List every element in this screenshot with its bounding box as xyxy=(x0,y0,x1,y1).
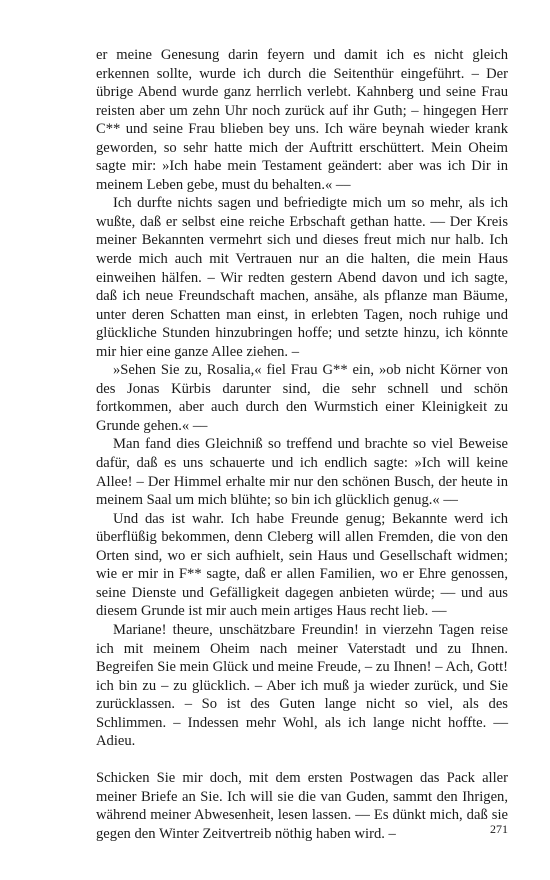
paragraph-1: er meine Genesung darin feyern und damit ich es nicht gleich erkennen sollte, wurde ich durch die Seitenthür eingeführt. – Der übrige Abend wurde ganz herrlich verlebt. Kahnberg und seine Frau reisten aber um zehn Uhr noch zurück auf ihr Guth; – hingegen Herr C** und seine Frau blieben bey uns. Ich wäre beynah wieder krank geworden, so sehr hatte mich der Auftritt erschüttert. Mein Oheim sagte mir: »Ich habe mein Testament geändert: aber was ich Dir in meinem Leben gebe, must du behalten.« –– xyxy=(96,47,508,193)
paragraph-4: Man fand dies Gleichniß so treffend und brachte so viel Beweise dafür, daß es uns schauerte und ich endlich sagte: »Ich will keine Allee! – Der Himmel erhalte mir nur den schönen Busch, der heute in meinem Saal um mich blühte; so bin ich glücklich genug.« –– xyxy=(96,436,508,509)
paragraph-5: Und das ist wahr. Ich habe Freunde genug; Bekannte werd ich überflüßig bekommen, denn Cleberg will allen Fremden, die von den Orten sind, wo er sich aufhielt, sein Haus und Gesellschaft widmen; wie er mir in F** sagte, daß er allen Familien, wo er Ehre genossen, seine Dienste und Gefälligkeit dagegen anbieten würde; –– und aus diesem Grunde ist mir auch mein artiges Haus recht lieb. –– xyxy=(96,510,508,620)
paragraph-6: Mariane! theure, unschätzbare Freundin! in vierzehn Tagen reise ich mit meinem Oheim nach meiner Vaterstadt und zu Ihnen. Begreifen Sie mein Glück und meine Freude, – zu Ihnen! – Ach, Gott! ich bin zu – zu glücklich. – Aber ich muß ja wieder zurück, und Sie zurücklassen. – So ist des Guten lange nicht so viel, als des Schlimmen. – Indessen mehr Wohl, als ich lange nicht hoffte. –– Adieu. xyxy=(96,621,508,750)
paragraph-2: Ich durfte nichts sagen und befriedigte mich um so mehr, als ich wußte, daß er selbst eine reiche Erbschaft gethan hatte. –– Der Kreis meiner Bekannten vermehrt sich und dieses freut mich nur halb. Ich werde mich auch mit Vertrauen nur an die halten, die mein Haus einweihen hälfen. – Wir redten gestern Abend davon und ich sagte, daß ich neue Freundschaft machen, ansähe, als pflanze man Bäume, unter deren Schatten man einst, in erlebten Tagen, noch ruhige und glückliche Stunden hinzubringen hoffe; und setzte hinzu, ich könnte mir hier eine ganze Allee ziehen. – xyxy=(96,195,508,360)
paragraph-3: »Sehen Sie zu, Rosalia,« fiel Frau G** ein, »ob nicht Körner von des Jonas Kürbis darunter sind, die sehr schnell und schön fortkommen, aber auch durch den Wurmstich einer Kleinigkeit zu Grunde gehen.« –– xyxy=(96,362,508,434)
section-break xyxy=(96,751,508,770)
page-body xyxy=(96,46,508,844)
paragraph-7: Schicken Sie mir doch, mit dem ersten Postwagen das Pack aller meiner Briefe an Sie. Ich will sie die van Guden, sammt den Ihrigen, während meiner Abwesenheit, lesen lassen. –– Es dünkt mich, daß sie gegen den Winter Zeitvertreib nöthig haben wird. – xyxy=(96,770,508,842)
page-number: 271 xyxy=(490,822,508,836)
